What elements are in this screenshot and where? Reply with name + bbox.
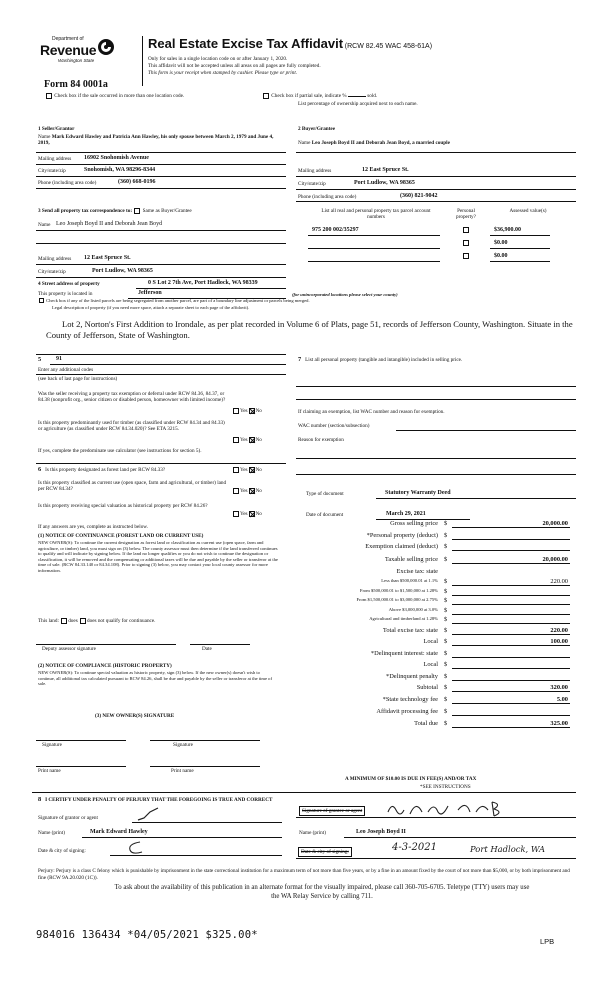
buyer-name[interactable]: Leo Joseph Boyd II and Deborah Jean Boyd, a married couple <box>311 140 450 146</box>
calc-amount[interactable]: 20,000.00 <box>542 520 568 527</box>
located-county[interactable]: Jefferson <box>138 290 162 296</box>
dollar-sign: $ <box>444 597 448 604</box>
personal-property-checkbox[interactable] <box>463 253 469 259</box>
dollar-sign: $ <box>444 543 448 550</box>
assessor-date-label: Date <box>202 646 212 652</box>
owner-sig-label-1: Signature <box>42 742 62 748</box>
seller-phone[interactable]: (360) 668-0196 <box>118 179 156 185</box>
sec5-code[interactable]: 91 <box>56 356 62 362</box>
dollar-sign: $ <box>444 607 448 614</box>
grantee-signature-mark[interactable] <box>384 798 514 820</box>
buyer-mail[interactable]: 12 East Spruce St. <box>362 167 409 173</box>
calc-label: From $1,500,000.01 to $3,000,000 at 2.75% <box>356 597 438 602</box>
sec6-q2: Is this property classified as current use (open space, farm and agricultural, or timber) land per RCW 84.34? <box>38 480 227 493</box>
personal-property-checkbox[interactable] <box>463 240 469 246</box>
doc-date-label: Date of document <box>306 512 344 518</box>
doc-type[interactable]: Statutory Warranty Deed <box>385 490 451 496</box>
ownership-note: List percentage of ownership acquired next to each name. <box>298 101 418 107</box>
calc-label: Less than $500,000.01 at 1.1% <box>381 578 438 583</box>
partial-sale-check[interactable]: Check box if partial sale, indicate % sold. <box>262 93 377 99</box>
sec6-q3: Is this property receiving special valuation as historical property per RCW 84.26? <box>38 503 208 509</box>
does-not-checkbox[interactable] <box>80 618 86 624</box>
dollar-sign: $ <box>444 696 448 703</box>
exemption-label: If claiming an exemption, list WAC number and reason for exemption. <box>298 409 445 415</box>
grantee-city[interactable]: Port Hadlock, WA <box>470 844 546 854</box>
dollar-sign: $ <box>444 616 448 623</box>
dor-logo <box>40 36 122 68</box>
notice1-title: (1) NOTICE OF CONTINUANCE (FOREST LAND OR CURRENT USE) <box>38 533 204 539</box>
seller-mail-row: Mailing address <box>38 156 72 162</box>
grantor-date-label: Date & city of signing: <box>38 848 86 854</box>
dollar-sign: $ <box>444 578 448 585</box>
header-note-3: This form is your receipt when stamped by cashier. Please type or print. <box>148 70 298 76</box>
logo-state: Washington State <box>58 58 95 63</box>
notice3-title: (3) NEW OWNER(S) SIGNATURE <box>95 713 175 719</box>
calc-label: Local <box>423 638 438 645</box>
legal-description[interactable]: Lot 2, Norton's First Addition to Irondale, as per plat recorded in Volume 6 of Plats, page 51, records of Jefferson County, Washington. Situate in the County of Jefferson, State of Washington. <box>46 319 573 340</box>
segregated-check[interactable]: Check box if any of the listed parcels are being segregated from another parcel, are part of a boundary line adjustment or parcels being merged. <box>38 298 310 304</box>
owner-print-label-1: Print name <box>38 768 61 774</box>
certify-row: 8 I CERTIFY UNDER PENALTY OF PERJURY THAT THE FOREGOING IS TRUE AND CORRECT <box>38 796 273 803</box>
seller-city-label: City/state/zip <box>38 168 66 174</box>
calc-label: *Delinquent penalty <box>386 673 438 680</box>
reason-label: Reason for exemption <box>298 437 344 443</box>
calc-amount[interactable]: 100.00 <box>550 638 568 645</box>
seller-phone-label: Phone (including area code) <box>38 180 97 186</box>
grantor-name-label: Name (print) <box>38 830 65 836</box>
sec6-q1-answer[interactable]: Yes No <box>232 467 262 473</box>
grantee-name[interactable]: Leo Joseph Boyd II <box>356 829 406 835</box>
calc-label: Taxable selling price <box>384 556 438 563</box>
owner-print-label-2: Print name <box>171 768 194 774</box>
calc-label: Total excise tax: state <box>382 627 438 634</box>
grantor-sig-label: Signature of grantor or agent <box>38 815 98 821</box>
street-address-row: 4 Street address of property <box>38 281 100 287</box>
sec6-q1-row: 6 Is this property designated as forest land per RCW 84.33? <box>38 466 166 473</box>
sec5-q2: Is this property predominantly used for timber (as classified under RCW 84.34 and 84.33) or agriculture (as classified under RCW 84.34.020)? See ETA 3215. <box>38 420 225 433</box>
dollar-sign: $ <box>444 673 448 680</box>
sec5-enter-codes: Enter any additional codes <box>38 367 94 373</box>
calc-label: Local <box>423 661 438 668</box>
calc-label: *Delinquent interest: state <box>370 650 438 657</box>
assessor-sig-label: Deputy assessor signature <box>42 646 96 652</box>
dollar-sign: $ <box>444 520 448 527</box>
buyer-name-row: Name Leo Joseph Boyd II and Deborah Jean Boyd, a married couple <box>298 140 450 146</box>
calc-amount[interactable]: 220.00 <box>550 627 568 634</box>
seller-heading: 1 Seller/Grantor <box>38 126 75 132</box>
dollar-sign: $ <box>444 720 448 727</box>
header-note-1: Only for sales in a single location code on or after January 1, 2020. <box>148 56 288 62</box>
form-title: Real Estate Excise Tax Affidavit (RCW 82.45 WAC 458-61A) <box>148 36 433 51</box>
dollar-sign: $ <box>444 650 448 657</box>
dollar-sign: $ <box>444 627 448 634</box>
corr-city[interactable]: Port Ludlow, WA 98365 <box>92 268 153 274</box>
same-as-buyer-checkbox[interactable] <box>134 208 140 214</box>
sec6-q3-answer[interactable]: Yes No <box>232 511 262 517</box>
seller-city[interactable]: Snohomish, WA 98296-8344 <box>84 167 156 173</box>
corr-mail[interactable]: 12 East Spruce St. <box>84 255 131 261</box>
sec6-q4: If any answers are yes, complete as instructed below. <box>38 524 149 530</box>
revenue-swirl-icon <box>97 38 115 56</box>
sec5-q1-answer[interactable]: Yes No <box>232 408 262 414</box>
dollar-sign: $ <box>444 588 448 595</box>
owner-sig-label-2: Signature <box>173 742 193 748</box>
parcel-number[interactable]: 975 200 002/35297 <box>312 227 359 233</box>
street-address[interactable]: 0 S Lot 2 7th Ave, Port Hadlock, WA 98339 <box>148 280 258 286</box>
form-number: Form 84 0001a <box>44 79 108 90</box>
sec5-see: (see back of last page for instructions) <box>38 376 118 382</box>
sec5-q3: If yes, complete the predominate use calculator (see instructions for section 5). <box>38 448 202 454</box>
sec5-q2-no-checked[interactable] <box>249 437 255 443</box>
calc-amount[interactable]: 5.00 <box>556 696 568 703</box>
buyer-heading: 2 Buyer/Grantee <box>298 126 336 132</box>
seller-name[interactable]: Mark Edward Hawley and Patricia Ann Hawley, his only spouse between March 2, 1979 and June 4, 2019, <box>38 134 274 147</box>
accessibility-note: To ask about the availability of this publication in an alternate format for the visually impaired, please call 360-705-6705. Teletype (TTY) users may use the WA Relay Service by calling 711. <box>114 884 530 900</box>
sec5-q1: Was the seller receiving a property tax exemption or deferral under RCW 84.36, 84.37, or 84.38 (nonprofit org., senior citizen or disabled person, homeowner with limited income)? <box>38 391 226 404</box>
minimum-due: A MINIMUM OF $10.00 IS DUE IN FEE(S) AND/OR TAX <box>345 776 477 782</box>
parcel-col-numbers: List all real and personal property tax parcel account numbers <box>321 208 431 221</box>
grantee-date[interactable]: 4-3-2021 <box>392 842 437 853</box>
header-note-2: This affidavit will not be accepted unless all areas on all pages are fully completed. <box>148 63 321 69</box>
grantor-signature-mark[interactable] <box>136 806 166 824</box>
sec7-row: 7 List all personal property (tangible and intangible) included in selling price. <box>298 356 463 363</box>
sec5-q2-answer[interactable]: Yes No <box>232 437 262 443</box>
grantee-date-label: Date & city of signing: <box>298 847 352 857</box>
personal-property-checkbox[interactable] <box>463 227 469 233</box>
corr-city-label: City/state/zip <box>38 269 66 275</box>
dollar-sign: $ <box>444 532 448 539</box>
calc-amount[interactable]: 20,000.00 <box>542 556 568 563</box>
calc-label: Excise tax: state <box>396 568 438 575</box>
calc-label: Affidavit processing fee <box>376 708 438 715</box>
calc-label: Agricultural and timberland at 1.28% <box>369 616 438 621</box>
correspondence-heading: 3 Send all property tax correspondence to: Same as Buyer/Grantee <box>38 208 192 215</box>
legal-label: Legal description of property (if you need more space, attach a separate sheet to each page of the affidavit). <box>52 305 250 310</box>
buyer-mail-label: Mailing address <box>298 168 332 174</box>
see-instructions: *SEE INSTRUCTIONS <box>420 784 471 790</box>
buyer-phone-label: Phone (including area code) <box>298 194 357 200</box>
dollar-sign: $ <box>444 661 448 668</box>
cashier-stamp: 984016 136434 *04/05/2021 $325.00* <box>36 929 258 941</box>
dollar-sign: $ <box>444 556 448 563</box>
corr-name-label: Name <box>38 222 51 228</box>
calc-amount[interactable]: 325.00 <box>550 720 568 727</box>
calc-label: *Personal property (deduct) <box>366 532 438 539</box>
grantor-date-mark <box>124 840 146 856</box>
corr-mail-label: Mailing address <box>38 256 72 262</box>
calc-label: Above $3,000,000 at 3.0% <box>388 607 438 612</box>
calc-label: Subtotal <box>416 684 438 691</box>
corr-name[interactable]: Leo Joseph Boyd II and Deborah Jean Boyd <box>56 221 163 227</box>
partial-sale-checkbox[interactable] <box>263 93 269 99</box>
does-checkbox[interactable] <box>61 618 67 624</box>
multi-location-check[interactable]: Check box if the sale occurred in more than one location code. <box>45 93 184 99</box>
buyer-city-label: City/state/zip <box>298 181 326 187</box>
grantor-name[interactable]: Mark Edward Hawley <box>90 829 148 835</box>
doc-type-label: Type of document <box>306 491 344 497</box>
buyer-city[interactable]: Port Ludlow, WA 98365 <box>354 180 415 186</box>
logo-dept: Department of <box>52 36 84 42</box>
calc-label: From $500,000.01 to $1,500,000 at 1.28% <box>359 588 438 593</box>
uninc-note: (for unincorporated locations please select your county) <box>292 292 398 297</box>
multi-location-checkbox[interactable] <box>46 93 52 99</box>
continuance-row: This land: does does not qualify for continuance. <box>38 618 156 625</box>
logo-brand: Revenue <box>40 42 97 58</box>
calc-label: Total due <box>414 720 438 727</box>
sec5-number: 5 <box>38 356 42 363</box>
grantee-sig-label: Signature of grantee or agent <box>299 806 365 816</box>
calc-amount[interactable]: 320.00 <box>550 684 568 691</box>
page-initials: LPB <box>540 937 555 946</box>
buyer-phone[interactable]: (360) 821-9042 <box>400 193 438 199</box>
calc-amount[interactable]: 220.00 <box>550 578 568 585</box>
parcel-col-personal: Personal property? <box>456 208 476 221</box>
seller-mail[interactable]: 16902 Snohomish Avenue <box>84 155 149 161</box>
dollar-sign: $ <box>444 708 448 715</box>
assessed-value[interactable]: $36,900.00 <box>494 227 521 233</box>
dollar-sign: $ <box>444 684 448 691</box>
grantee-name-label: Name (print) <box>299 830 326 836</box>
seller-name-row: Name Mark Edward Hawley and Patricia Ann Hawley, his only spouse between March 2, 1979 and June 4, 2019, <box>38 134 274 147</box>
segregated-checkbox[interactable] <box>39 298 44 303</box>
calc-label: Gross selling price <box>390 520 438 527</box>
calc-label: Exemption claimed (deduct) <box>365 543 438 550</box>
notice2-body: NEW OWNER(S): To continue special valuation as historic property, sign (3) below. If the new owner(s) doesn't wish to continue, all additional tax calculated pursuant to RCW 84.26, shall be due and payable by the seller or transferor at the time of sale. <box>38 670 272 687</box>
notice1-body: NEW OWNER(S): To continue the current designation as forest land or classification as current use (open space, farm and agriculture, or timber) land, you must sign on (3) below. The county assessor must then determine if the land transferred continues to qualify and will indicate by signing below. If the land no longer qualifies or you do not wish to continue the designation or classification, it will be removed and the compensating or additional taxes will be due and payable by the seller or transferor at the time of sale. (RCW 84.33.140 or 84.34.108). Prior to signing (3) below, you may contact your local county assessor for more information. <box>38 540 278 573</box>
doc-date[interactable]: March 29, 2021 <box>386 511 426 517</box>
wac-label: WAC number (section/subsection) <box>298 423 370 429</box>
calc-label: *State technology fee <box>382 696 438 703</box>
assessed-value[interactable]: $0.00 <box>494 253 508 259</box>
sec6-q2-answer[interactable]: Yes No <box>232 488 262 494</box>
notice2-title: (2) NOTICE OF COMPLIANCE (HISTORIC PROPERTY) <box>38 663 172 669</box>
perjury-note: Perjury: Perjury is a class C felony which is punishable by imprisonment in the state correctional institution for a maximum term of not more than five years, or by a fine in an amount fixed by the court of not more than $5,000, or by both imprisonment and fine (RCW 9A.20.020 (1C)). <box>38 868 570 881</box>
parcel-col-assessed: Assessed value(s) <box>509 208 547 214</box>
dollar-sign: $ <box>444 638 448 645</box>
located-label: This property is located in <box>38 291 93 297</box>
assessed-value[interactable]: $0.00 <box>494 240 508 246</box>
sec5-q1-no-checked[interactable] <box>249 408 255 414</box>
